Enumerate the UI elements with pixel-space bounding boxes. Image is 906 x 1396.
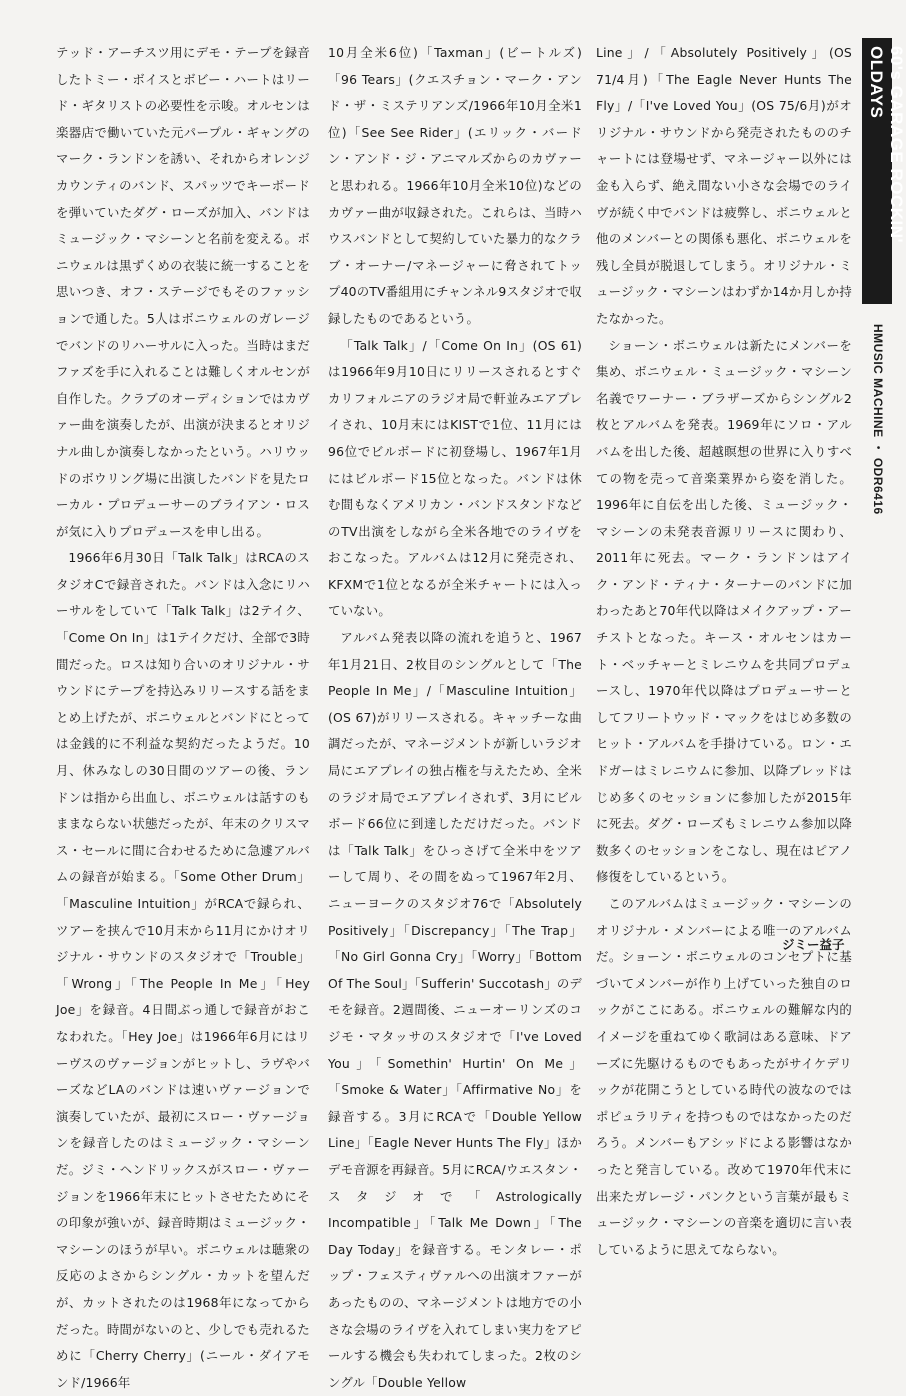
paragraph: ショーン・ボニウェルは新たにメンバーを集め、ボニウェル・ミュージック・マシーン名義でワーナー・ブラザーズからシングル2枚とアルバムを発表。1969年にソロ・アルバムを出した後、超越瞑想の世界に入りすべての物を売って音楽業界から姿を消した。1996年に自伝を出した後、ミュージック・マシーンの未発表音源リリースに関わり、2011年に死去。マーク・ランドンはアイク・アンド・ティナ・ターナーのバンドに加わったあと70年代以降はメイクアップ・アーチストとなった。キース・オルセンはカート・ベッチャーとミレニウムを共同プロデュースし、1970年代以降はプロデューサーとしてフリートウッド・マックをはじめ多数のヒット・アルバムを手掛けている。ロン・エドガーはミレニウムに参加、以降ブレッドはじめ多くのセッションに参加したが2015年に死去。ダグ・ローズもミレニウム参加以降数多くのセッションをこなし、現在はピアノ修復をしているという。 xyxy=(596,337,852,885)
paragraph: 「Talk Talk」/「Come On In」(OS 61)は1966年9月10日にリリースされるとすぐカリフォルニアのラジオ局で軒並みエアプレイされ、10月末にはKISTで1位、11月には96位でビルボードに初登場し、1967年1月にはビルボード15位となった。バンドは休む間もなくアメリカン・バンドスタンドなどのTV出演をしながら全米各地でのライヴをおこなった。アルバムは12月に発売され、KFXMで1位となるが全米チャートには入っていない。 xyxy=(328,337,582,619)
paragraph: アルバム発表以降の流れを追うと、1967年1月21日、2枚目のシングルとして「The People In Me」/「Masculine Intuition」(OS 67)がリリースされる。キャッチーな曲調だったが、マネージメントが新しいラジオ局にエアプレイの独占権を与えたため、全米のラジオ局でエアプレイされず、3月にビルボード66位に到達しただけだった。バンドは「Talk Talk」をひっさげて全米中をツアーして周り、その間をぬって1967年2月、ニューヨークのスタジオ76で「Absolutely Positively」「Discrepancy」「The Trap」「No Girl Gonna Cry」「Worry」「Bottom Of The Soul」「Sufferin' Succotash」のデモを録音。2週間後、ニューオーリンズのコジモ・マタッサのスタジオで「I've Loved You」「Somethin' Hurtin' On Me」「Smoke & Water」「Affirmative No」を録音する。3月にRCAで「Double Yellow Line」「Eagle Never Hunts The Fly」ほかデモ音源を再録音。5月にRCA/ウエスタン・スタジオで「Astrologically Incompatible」「Talk Me Down」「The Day Today」を録音する。モンタレー・ポップ・フェスティヴァルへの出演オファーがあったものの、マネージメントは地方での小さな会場のライヴを入れてしまい実力をアピールする機会も失われてしまった。2枚のシングル「Double Yellow xyxy=(328,630,583,1390)
text-column-3 xyxy=(596,40,852,1263)
paragraph: 10月全米6位)「Taxman」(ビートルズ)「96 Tears」(クエスチョン・マーク・アンド・ザ・ミステリアンズ/1966年10月全米1位)「See See Rider」(エリック・バードン・アンド・ジ・アニマルズからのカヴァーと思われる。1966年10月全米10位)などのカヴァー曲が収録された。これらは、当時ハウスバンドとして契約していた暴力的なクラブ・オーナー/マネージャーに脅されてトップ40のTV番組用にチャンネル9スタジオで収録したものであるという。 xyxy=(328,45,582,326)
series-title-box xyxy=(862,38,906,304)
author-signature: ジミー益子 xyxy=(782,937,845,952)
text-column-1 xyxy=(56,40,310,1396)
paragraph: このアルバムはミュージック・マシーンのオリジナル・メンバーによる唯一のアルバムだ。ショーン・ボニウェルのコンセプトに基づいてメンバーが作り上げていった独自のロックがここにある。ボニウェルの難解な内的イメージを重ねてゆく歌詞はある意味、ドアーズに先駆けるものでもあったがサイケデリックが花開こうとしている時代の波なのではポピュラリティを持つものではなかったのだろう。メンバーもアシッドによる影響はなかったと発言している。改めて1970年代末に出来たガレージ・パンクという言葉が最もミュージック・マシーンの音楽を適切に言い表しているように思えてならない。 xyxy=(596,896,852,1257)
sidebar xyxy=(862,38,906,708)
paragraph: 1966年6月30日「Talk Talk」はRCAのスタジオCで録音された。バンドは入念にリハーサルをしていて「Talk Talk」は2テイク、「Come On In」は1テイクだけ、全部で3時間だった。ロスは知り合いのオリジナル・サウンドにテープを持込みリリースする話をまとめ上げたが、ボニウェルとバンドにとっては金銭的に不利益な契約だったようだ。10月、休みなしの30日間のツアーの後、ランドンは指から出血し、ボニウェルは話すのもままならない状態だったが、年末のクリスマス・セールに間に合わせるために急遽アルバムの録音が始まる。「Some Other Drum」「Masculine Intuition」がRCAで録られ、ツアーを挟んで10月末から11月にかけオリジナル・サウンドのスタジオで「Trouble」「Wrong」「The People In Me」「Hey Joe」を録音。4日間ぶっ通しで録音がおこなわれた。「Hey Joe」は1966年6月にはリーヴスのヴァージョンがヒットし、ラヴやバーズなどLAのバンドは速いヴァージョンで演奏していたが、最初にスロー・ヴァージョンを録音したのはミュージック・マシーンだ。ジミ・ヘンドリックスがスロー・ヴァージョンを1966年末にヒットさせたためにその印象が強いが、録音時期はミュージック・マシーンのほうが早い。ボニウェルは聴衆の反応のよさからシングル・カットを望んだが、カットされたのは1968年になってからだった。時間がないのと、少しでも売れるために「Cherry Cherry」(ニール・ダイアモンド/1966年 xyxy=(56,550,310,1390)
paragraph: Line」/「Absolutely Positively」(OS 71/4月)「The Eagle Never Hunts The Fly」/「I've Loved You」(OS 75/6月)がオリジナル・サウンドから発売されたもののチャートには登場せず、マネージャー以外には金も入らず、絶え間ない小さな会場でのライヴが続く中でバンドは疲弊し、ボニウェルと他のメンバーとの関係も悪化、ボニウェルを残し全員が脱退してしまう。オリジナル・ミュージック・マシーンはわずか14か月しか持たなかった。 xyxy=(596,45,852,326)
paragraph: テッド・アーチスツ用にデモ・テープを録音したトミー・ボイスとボビー・ハートはリード・ギタリストの必要性を示唆。オルセンは楽器店で働いていた元パープル・ギャングのマーク・ランドンを誘い、それからオレンジカウンティのバンド、スパッツでキーボードを弾いていたダグ・ローズが加入、バンドはミュージック・マシーンと名前を変える。ボニウェルは黒ずくめの衣装に統一することを思いつき、オフ・ステージでもそのファッションで通した。5人はボニウェルのガレージでバンドのリハーサルに入った。当時はまだファズを手に入れることは難しくオルセンが自作した。クラブのオーディションではカヴァー曲を演奏したが、出演が決まるとオリジナル曲しか演奏しなかったという。ハリウッドのボウリング場に出演したバンドを見たローカル・プロデューサーのブライアン・ロスが気に入りプロデュースを申し出る。 xyxy=(56,45,310,539)
text-column-2 xyxy=(328,40,582,1396)
catalog-number: HMUSIC MACHINE ・ ODR6416 xyxy=(871,324,885,515)
series-title: 60's GARAGE ROCKIN' OLDAYS xyxy=(867,46,906,244)
